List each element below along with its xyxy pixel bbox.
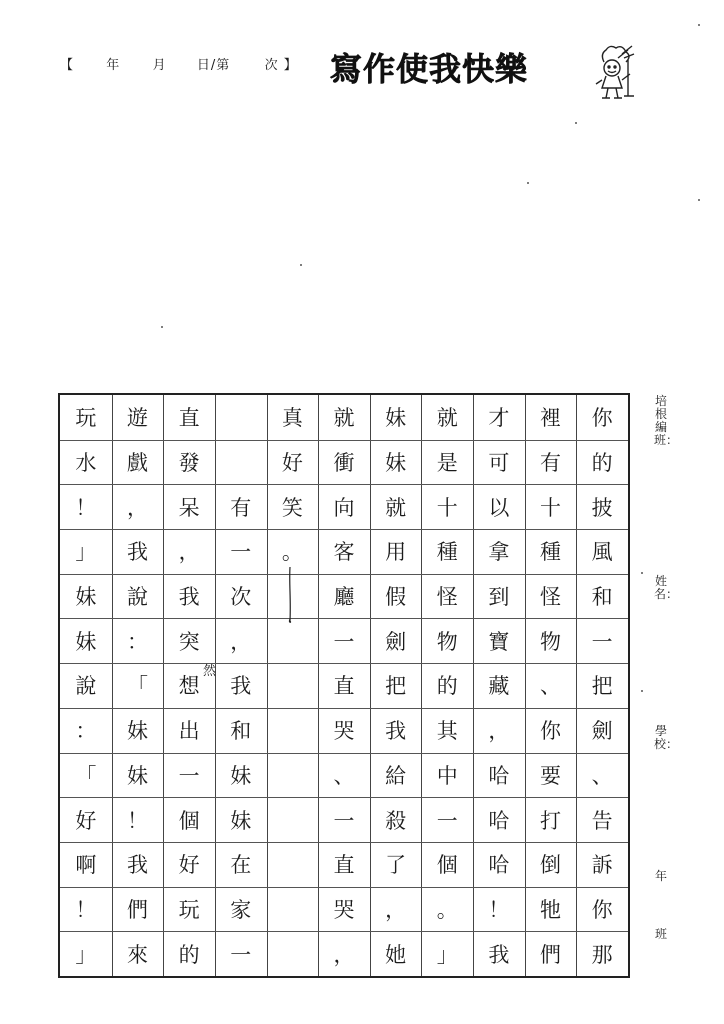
grid-cell: 種 [436,540,458,565]
grid-cell: 你 [591,897,613,922]
grid-cell: 我 [178,585,200,610]
grid-cell: 」 [436,942,458,967]
side-label-name: 姓名： [654,574,679,601]
grid-cell: 把 [385,674,407,699]
grid-cell: 拿 [488,540,510,565]
grid-cell: 。 [281,540,303,565]
grid-cell: 一 [230,942,252,967]
grid-column [473,395,525,976]
grid-column [370,395,422,976]
grid-cell: 發 [178,451,200,476]
grid-cell [267,753,319,798]
grid-cell: 客 [333,540,355,565]
grid-cell: 妹 [385,406,407,431]
grid-cell: 和 [591,585,613,610]
scan-speck [575,122,577,124]
grid-cell: 我 [126,540,148,565]
grid-column [525,395,577,976]
grid-cell: 妹 [230,808,252,833]
grid-cell [267,842,319,887]
grid-cell: 物 [436,629,458,654]
grid-cell: 十 [436,495,458,520]
grid-cell [267,887,319,932]
grid-cell: 個 [178,808,200,833]
grid-cell: 了 [385,853,407,878]
grid-cell: 戲 [126,451,148,476]
grid-cell: 有 [540,451,562,476]
grid-cell: 啊 [75,853,97,878]
grid-cell: 妹 [75,585,97,610]
grid-cell: ， [385,897,407,922]
grid-cell: 個 [436,853,458,878]
grid-cell: 劍 [591,719,613,744]
grid-cell: ： [75,719,97,744]
pen-stroke-icon [286,565,294,625]
grid-cell [215,440,267,485]
mascot-drawing-icon [588,40,638,102]
scan-speck [698,199,700,201]
grid-cell: 衝 [333,451,355,476]
grid-cell: 哈 [488,853,510,878]
grid-cell: 呆 [178,495,200,520]
grid-cell: 就 [333,406,355,431]
grid-cell: 倒 [540,853,562,878]
grid-cell: 、 [333,763,355,788]
grid-cell: 玩 [178,897,200,922]
grid-column [112,395,164,976]
scan-speck [161,326,163,328]
grid-cell: 劍 [385,629,407,654]
grid-cell: 、 [591,763,613,788]
grid-cell: 來 [126,942,148,967]
grid-cell: 水 [75,451,97,476]
grid-cell: 種 [540,540,562,565]
scan-speck [698,24,700,26]
grid-cell: 突 [178,629,200,654]
grid-cell: 妹 [126,719,148,744]
grid-cell [267,797,319,842]
grid-cell: 妹 [230,763,252,788]
grid-cell: 我 [385,719,407,744]
grid-column [421,395,473,976]
grid-cell: 哭 [333,719,355,744]
grid-cell: ， [178,540,200,565]
grid-cell: 一 [230,540,252,565]
grid-column [576,395,628,976]
grid-column [163,395,215,976]
grid-cell: ！ [126,808,148,833]
grid-cell: 的 [591,451,613,476]
grid-cell: ： [126,629,148,654]
grid-cell: 哭 [333,897,355,922]
grid-cell: 廳 [333,585,355,610]
grid-cell [215,395,267,440]
essay-grid [58,393,630,978]
grid-cell [267,708,319,753]
grid-cell: ， [230,629,252,654]
grid-cell: 我 [488,942,510,967]
side-label-class: 班 [654,927,667,941]
grid-column [215,395,267,976]
grid-column [267,395,319,976]
scan-speck [300,264,302,266]
grid-cell: 直 [178,406,200,431]
grid-cell: 有 [230,495,252,520]
grid-cell: 妹 [385,451,407,476]
grid-cell: 真 [281,406,303,431]
annotation-pen-mark [286,565,292,623]
date-year-label: 年 [106,58,121,73]
grid-cell: 她 [385,942,407,967]
grid-cell: 、 [540,674,562,699]
grid-cell: 十 [540,495,562,520]
grid-cell: 一 [333,629,355,654]
grid-cell: 把 [591,674,613,699]
grid-cell: 一 [436,808,458,833]
grid-cell: 和 [230,719,252,744]
grid-cell: ！ [488,897,510,922]
header-date-line [60,54,298,73]
side-label-grade: 年 [654,869,667,883]
grid-cell: 」 [75,942,97,967]
grid-cell: 的 [178,942,200,967]
grid-cell: 想 [178,674,200,699]
side-label-school: 學校： [654,724,679,751]
grid-cell: ！ [75,897,97,922]
grid-cell: 出 [178,719,200,744]
grid-cell: 假 [385,585,407,610]
grid-cell: 中 [436,763,458,788]
grid-cell: 直 [333,674,355,699]
grid-cell: 家 [230,897,252,922]
grid-cell: 你 [540,719,562,744]
grid-cell: 到 [488,585,510,610]
grid-cell: 哈 [488,763,510,788]
grid-cell: 就 [436,406,458,431]
grid-cell: 遊 [126,406,148,431]
date-count-label: 次 [264,58,279,73]
grid-cell: 好 [178,853,200,878]
grid-cell: 們 [540,942,562,967]
grid-cell [267,931,319,976]
grid-cell: 才 [488,406,510,431]
grid-cell: 告 [591,808,613,833]
grid-cell: ， [333,942,355,967]
grid-cell: 一 [178,763,200,788]
grid-cell: 以 [488,495,510,520]
date-open-bracket: 【 [60,58,75,73]
grid-cell: 是 [436,451,458,476]
grid-cell: 披 [591,495,613,520]
grid-cell: 給 [385,763,407,788]
grid-cell: 我 [126,853,148,878]
grid-cell: 妹 [126,763,148,788]
grid-cell: 怪 [540,585,562,610]
grid-cell: 物 [540,629,562,654]
grid-cell: 。 [436,897,458,922]
grid-cell: 一 [333,808,355,833]
grid-cell: 好 [75,808,97,833]
grid-cell: 風 [591,540,613,565]
grid-cell: 我 [230,674,252,699]
scan-speck [641,572,643,574]
grid-cell: 用 [385,540,407,565]
grid-cell: 笑 [281,495,303,520]
grid-cell [267,663,319,708]
grid-cell: 其 [436,719,458,744]
grid-cell: 打 [540,808,562,833]
grid-cell: 向 [333,495,355,520]
date-close-bracket: 】 [283,58,298,73]
grid-column [60,395,112,976]
grid-cell: 「 [126,674,148,699]
grid-cell: 一 [591,629,613,654]
page-title: 寫作使我快樂 [330,50,529,88]
grid-cell: 好 [281,451,303,476]
grid-cell: 妹 [75,629,97,654]
grid-cell: 裡 [540,406,562,431]
date-month-label: 月 [152,58,167,73]
grid-cell: 們 [126,897,148,922]
scan-speck [641,690,643,692]
grid-cell: 殺 [385,808,407,833]
grid-cell: 藏 [488,674,510,699]
grid-cell: 怪 [436,585,458,610]
grid-cell: 的 [436,674,458,699]
side-label-id: 培根編班： [654,394,679,447]
grid-cell: 就 [385,495,407,520]
insertion-mark: 然 [203,664,217,679]
grid-cell: 哈 [488,808,510,833]
grid-cell: 「 [75,763,97,788]
grid-cell: 說 [126,585,148,610]
grid-cell: 玩 [75,406,97,431]
grid-cell: 訴 [591,853,613,878]
grid-cell: 在 [230,853,252,878]
grid-cell: ， [126,495,148,520]
grid-cell: 說 [75,674,97,699]
grid-cell: 你 [591,406,613,431]
grid-cell: 那 [591,942,613,967]
scan-speck [527,182,529,184]
grid-cell: 次 [230,585,252,610]
grid-cell: 」 [75,540,97,565]
grid-cell [267,618,319,663]
grid-cell: 寶 [488,629,510,654]
grid-cell: ！ [75,495,97,520]
grid-column [318,395,370,976]
grid-cell: 可 [488,451,510,476]
date-day-label: 日/第 [196,58,231,73]
grid-cell: ， [488,719,510,744]
grid-cell: 直 [333,853,355,878]
grid-cell: 要 [540,763,562,788]
grid-cell: 牠 [540,897,562,922]
